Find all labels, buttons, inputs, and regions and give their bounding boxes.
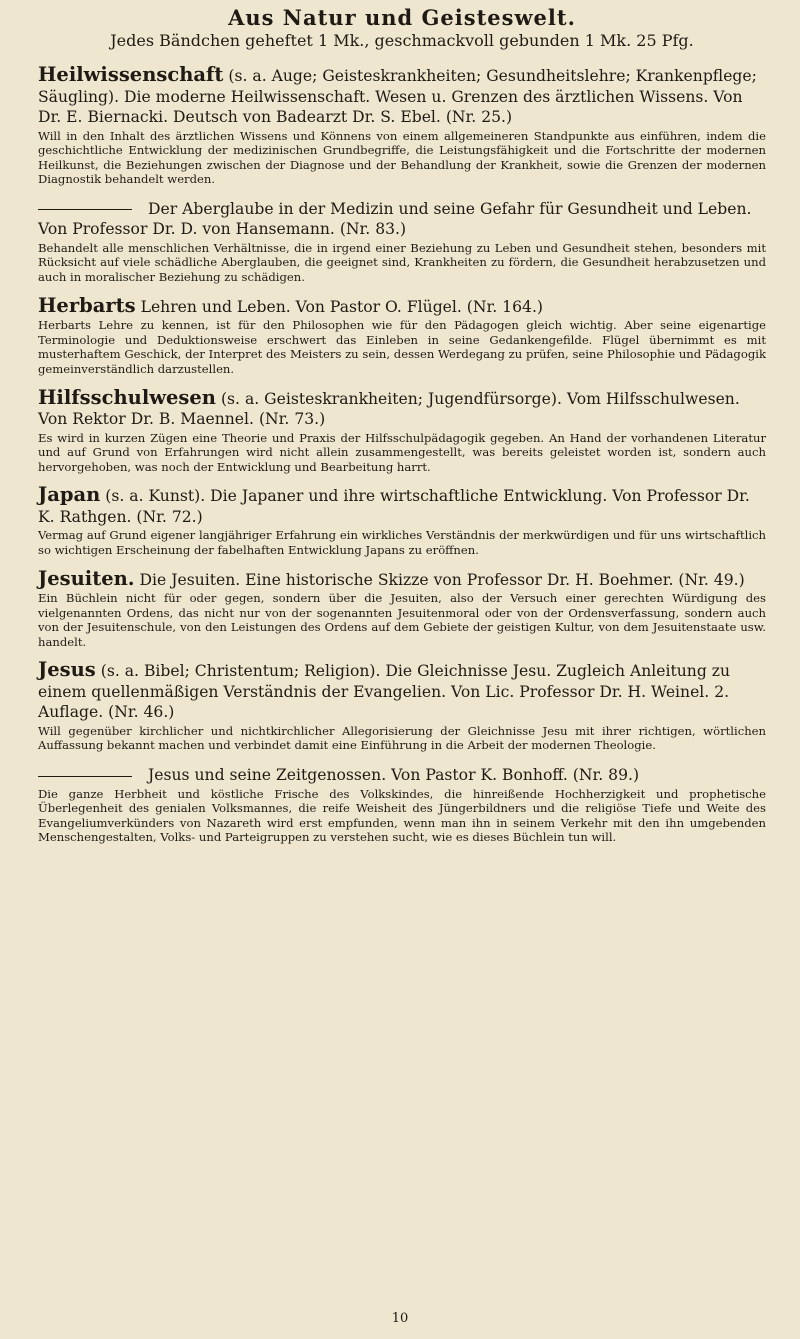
catalog-entry [38,660,766,753]
entry-heading [38,660,766,723]
entry-keyword: Jesus [38,658,96,682]
entry-title: (s. a. Geisteskrankheiten; Jugendfürsorge). Vom Hilfsschulwesen. Von Rektor Dr. B. Maennel. (Nr. 73.) [38,389,740,429]
entry-title: Lehren und Leben. Von Pastor O. Flügel. (Nr. 164.) [135,297,543,316]
catalog-entry [38,485,766,557]
entry-heading [38,485,766,527]
entry-keyword: Heilwissenschaft [38,63,224,86]
entry-heading [38,764,766,786]
entry-description: Ein Büchlein nicht für oder gegen, sondern über die Jesuiten, also der Versuch einer gerechten Würdigung des vielgenannten Ordens, das nicht nur von der sogenannten Jesuitenmoral oder von der Ordensverfassung, sondern auch von der Jesuitenschule, von den Leistungen des Ordens auf dem Gebiete der geistigen Kultur, von dem Jesuitenstaate usw. handelt. [38,591,766,649]
entry-keyword: Hilfsschulwesen [38,385,216,409]
entry-title: Der Aberglaube in der Medizin und seine Gefahr für Gesundheit und Leben. Von Professor Dr. D. von Hansemann. (Nr. 83.) [38,199,752,239]
entry-description: Behandelt alle menschlichen Verhältnisse, die in irgend einer Beziehung zu Leben und Gesundheit stehen, besonders mit Rücksicht auf viele schädliche Aberglauben, die geeignet sind, Krankheiten zu fördern, die Gesundheit herabzusetzen und auch in moralischer Beziehung zu schädigen. [38,240,766,285]
ditto-dash [38,209,132,210]
catalog-entry [38,385,766,475]
catalog-entry [38,764,766,845]
entry-description: Will gegenüber kirchlicher und nichtkirchlicher Allegorisierung der Gleichnisse Jesu mit ihrer richtigen, wörtlichen Auffassung bekannt machen und verbindet damit eine Einführung in die Arbeit der modernen Theologie. [38,723,766,753]
catalog-entry [38,65,766,187]
entry-title: Jesus und seine Zeitgenossen. Von Pastor K. Bonhoff. (Nr. 89.) [148,766,640,785]
ditto-dash [38,776,132,777]
entry-description: Die ganze Herbheit und köstliche Frische des Volkskindes, die hinreißende Hochherzigkeit und prophetische Überlegenheit des genialen Volksmannes, die reife Weisheit des Jüngerbildners und die religiöse Tiefe und Weite des Evangeliumverkünders von Nazareth wird erst empfunden, wenn man ihn in seinem Verkehr mit den ihn umgebenden Menschengestalten, Volks- und Parteigruppen zu verstehen sucht, wie es dieses Büchlein tun will. [38,786,766,845]
entry-heading [38,566,766,591]
entry-title: Die Jesuiten. Eine historische Skizze von Professor Dr. H. Boehmer. (Nr. 49.) [134,570,745,589]
entry-title: (s. a. Bibel; Christentum; Religion). Die Gleichnisse Jesu. Zugleich Anleitung zu einem quellenmäßigen Verständnis der Evangelien. Von Lic. Professor Dr. H. Weinel. 2. Auflage. (Nr. 46.) [38,662,731,722]
series-title: Aus Natur und Geisteswelt. [228,5,576,30]
catalog-entry [38,198,766,285]
entry-keyword: Jesuiten. [38,566,135,590]
page-number: 10 [391,1311,409,1326]
entry-title: (s. a. Kunst). Die Japaner und ihre wirtschaftliche Entwicklung. Von Professor Dr. K. Rathgen. (Nr. 72.) [38,487,750,526]
entry-heading [38,293,766,318]
entry-description: Vermag auf Grund eigener langjähriger Erfahrung ein wirkliches Verständnis der merkwürdigen und für uns wirtschaftlich so wichtigen Erscheinung der fabelhaften Entwicklung Japans zu eröffnen. [38,528,766,557]
entry-description: Es wird in kurzen Zügen eine Theorie und Praxis der Hilfsschulpädagogik gegeben. An Hand der vorhandenen Literatur und auf Grund von Erfahrungen wird nicht allein zusammengestellt, was bereits geleistet worden ist, sondern auch hervorgehoben, was noch der Entwicklung und Bearbeitung harrt. [38,430,766,474]
entry-keyword: Japan [38,483,101,507]
entry-description: Herbarts Lehre zu kennen, ist für den Philosophen wie für den Pädagogen gleich wichtig. Aber seine eigenartige Terminologie und Deduktionsweise erschwert das Einleben in seine Gedankengefilde. Flügel übernimmt es mit musterhaftem Geschick, der Interpret des Meisters zu sein, dessen Werdegang zu prüfen, seine Philosophie und Pädagogik gemeinverständlich darzustellen. [38,318,766,376]
catalog-entry [38,293,766,377]
catalog-entry [38,566,766,650]
entry-heading [38,65,766,128]
entry-heading [38,385,766,430]
entry-heading [38,198,766,240]
entry-keyword: Herbarts [38,293,136,317]
entry-title: (s. a. Auge; Geisteskrankheiten; Gesundheitslehre; Krankenpflege; Säugling). Die moderne Heilwissenschaft. Wesen u. Grenzen des ärztlichen Wissens. Von Dr. E. Biernacki. Deutsch von Badearzt Dr. S. Ebel. (Nr. 25.) [38,67,757,126]
entry-description: Will in den Inhalt des ärztlichen Wissens und Könnens von einem allgemeineren Standpunkte aus einführen, indem die geschichtliche Entwicklung der medizinischen Grundbegriffe, die Leistungsfähigkeit und die Fortschritte der modernen Heilkunst, die Beziehungen zwischen der Diagnose und der Behandlung der Krankheit, sowie die Grenzen der modernen Diagnostik behandelt werden. [38,128,766,187]
price-line: Jedes Bändchen geheftet 1 Mk., geschmackvoll gebunden 1 Mk. 25 Pfg. [110,31,694,50]
